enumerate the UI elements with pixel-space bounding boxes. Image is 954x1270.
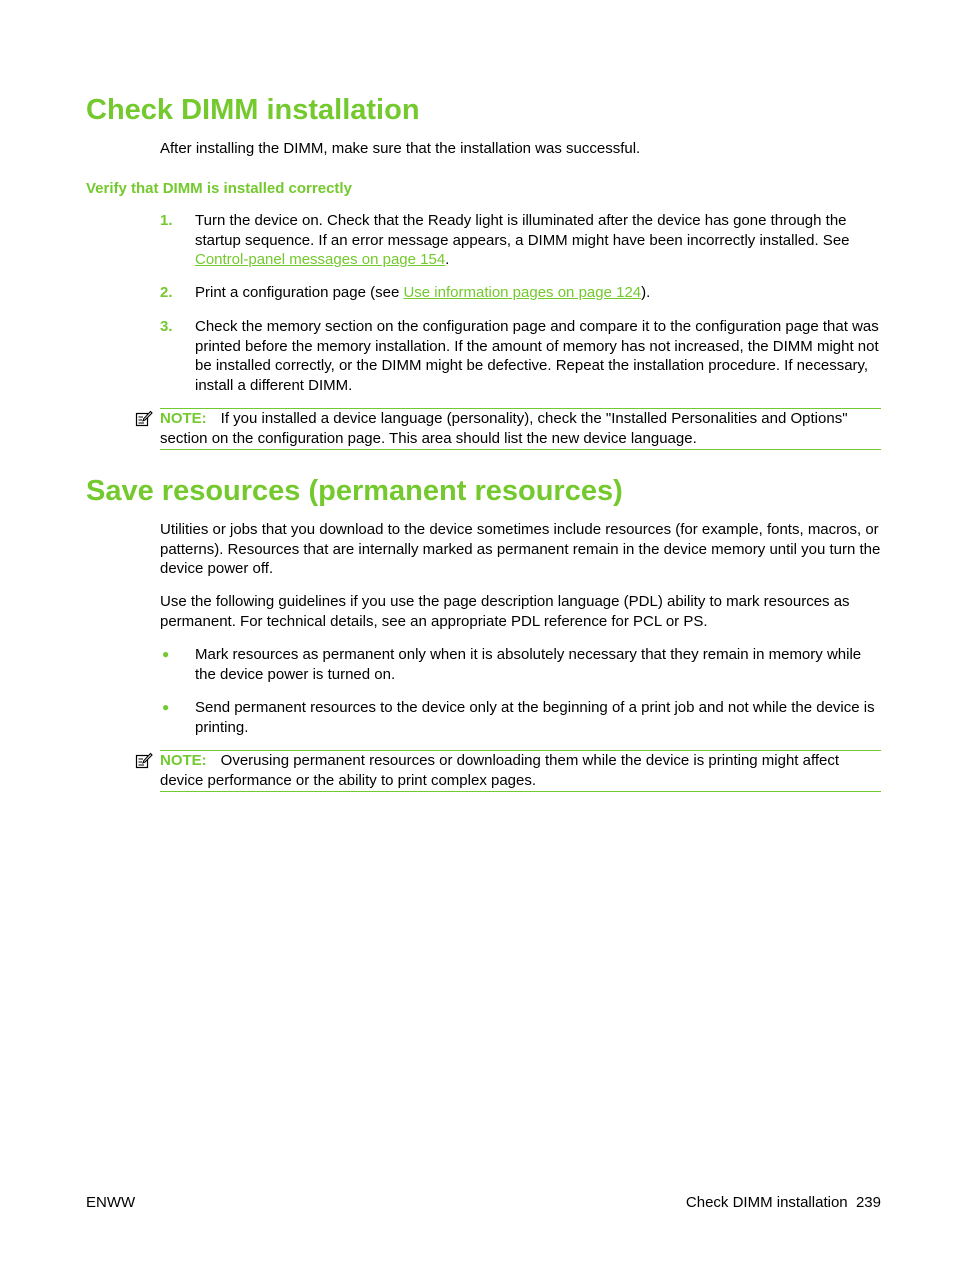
resources-paragraph-2: Use the following guidelines if you use the page description language (PDL) ability to mark resources as permanent. For technical details, see an appropriate PDL reference for PCL or PS. — [160, 593, 850, 630]
note-label: NOTE: — [160, 752, 207, 769]
bullet-text: Send permanent resources to the device only at the beginning of a print job and not while the device is printing. — [195, 699, 875, 736]
step-text: Turn the device on. Check that the Ready light is illuminated after the device has gone through the startup sequence. If an error message appears, a DIMM might have been incorrectly installed. See Control-panel messages on page 154. — [195, 212, 850, 268]
bullet-dot-icon: ● — [162, 700, 170, 714]
bullet-text: Mark resources as permanent only when it is absolutely necessary that they remain in memory while the device power is turned on. — [195, 646, 862, 683]
note-pencil-icon — [135, 752, 153, 770]
footer-right — [686, 1193, 881, 1212]
section-title-check-dimm: Check DIMM installation — [86, 94, 420, 126]
step-text: Print a configuration page (see Use information pages on page 124). — [195, 284, 651, 301]
footer-left: ENWW — [86, 1194, 136, 1211]
step-number: 3. — [160, 318, 173, 335]
link-control-panel-messages[interactable]: Control-panel messages on page 154 — [195, 251, 446, 268]
bullet-item-2 — [160, 698, 882, 737]
note-pencil-icon — [135, 410, 153, 428]
note-text: If you installed a device language (personality), check the "Installed Personalities and Options" section on the configuration page. This area should list the new device language. — [160, 410, 848, 447]
intro-paragraph: After installing the DIMM, make sure that the installation was successful. — [160, 140, 641, 157]
footer-section-title: Check DIMM installation — [685, 1194, 848, 1211]
bullet-item-1 — [160, 645, 882, 684]
note-label: NOTE: — [160, 410, 207, 427]
note-box — [160, 408, 881, 450]
section-title-save-resources: Save resources (permanent resources) — [86, 475, 623, 507]
step-number: 2. — [160, 284, 173, 301]
note-box — [160, 750, 881, 792]
step-text: Check the memory section on the configuration page and compare it to the configuration page that was printed before the memory installation. If the amount of memory has not increased, the DIMM might not be installed correctly, or the DIMM might be defective. Repeat the installation procedure. If necessary, install a different DIMM. — [195, 318, 879, 394]
step-item-2 — [160, 283, 882, 303]
subheading-verify-dimm: Verify that DIMM is installed correctly — [86, 180, 352, 197]
step-number: 1. — [160, 212, 173, 229]
bullet-dot-icon: ● — [162, 647, 170, 661]
note-text: Overusing permanent resources or downloading them while the device is printing might affect device performance or the ability to print complex pages. — [160, 752, 840, 789]
step-item-1 — [160, 211, 882, 270]
link-use-information-pages[interactable]: Use information pages on page 124 — [403, 284, 642, 301]
step-item-3 — [160, 317, 882, 395]
resources-paragraph-1: Utilities or jobs that you download to the device sometimes include resources (for example, fonts, macros, or patterns). Resources that are internally marked as permanent remain in the device memory until you turn the device power off. — [160, 521, 881, 577]
page-number: 239 — [855, 1194, 881, 1211]
